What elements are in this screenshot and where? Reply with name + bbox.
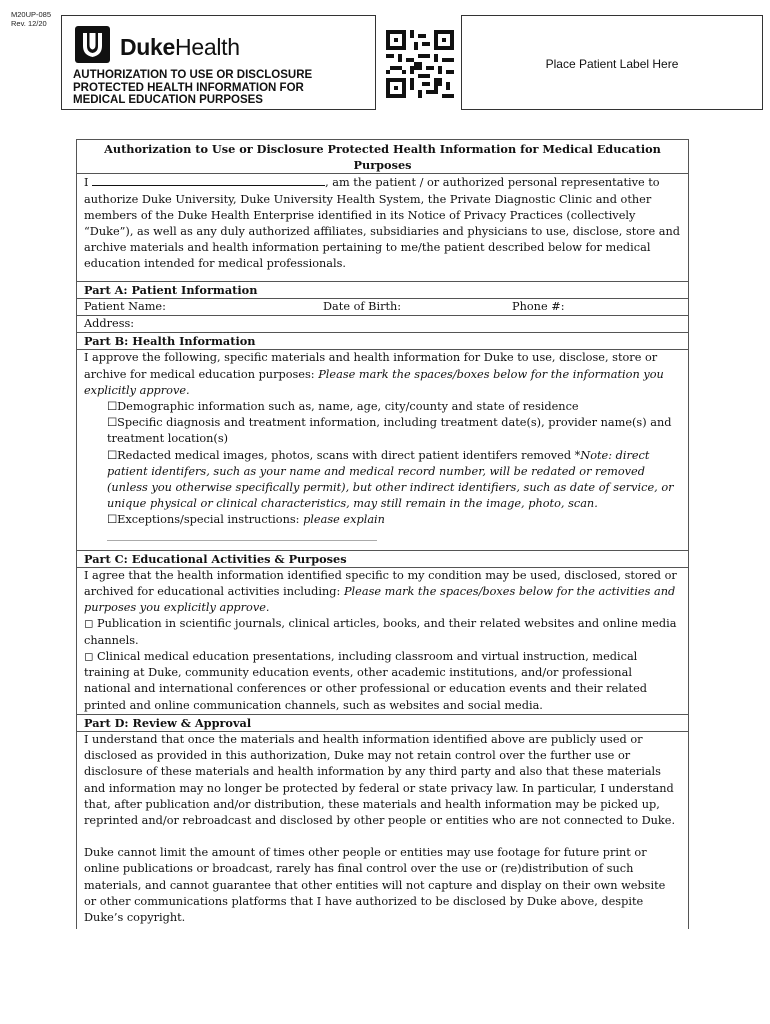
- phone-label[interactable]: Phone #:: [512, 299, 565, 313]
- intro-section: [77, 174, 688, 281]
- document-title-line: MEDICAL EDUCATION PURPOSES: [73, 94, 263, 106]
- name-blank-field[interactable]: [92, 174, 325, 186]
- images-checkbox[interactable]: [84, 448, 681, 513]
- part-d-paragraph: I understand that once the materials and health information identified above are publicly used or disclosed as provided in this authorization, Duke may not retain control over the further use or disclosure of these materials and health information by any third party and also that these materials and information may no longer be protected by federal or state privacy law. In particular, I understand that, after publication and/or distribution, these materials and health information may be picked up, reprinted and/or rebroadcast and disclosed by other people or entities who are not connected to Duke.: [84, 732, 676, 827]
- patient-label-area: [461, 15, 763, 110]
- publication-checkbox[interactable]: ◻ Publication in scientific journals, clinical articles, books, and their related websites and online media channels.: [84, 617, 677, 647]
- part-c-lead-text: I agree that the health information identified specific to my condition may be used, disclosed, stored or archived for educational activities including:: [84, 568, 677, 599]
- paragraph-spacer: [84, 829, 681, 845]
- images-option-text: ☐Redacted medical images, photos, scans with direct patient identifers removed: [107, 448, 572, 462]
- demographic-checkbox[interactable]: ☐Demographic information such as, name, age, city/county and state of residence: [107, 400, 579, 414]
- form-revision: Rev. 12/20: [11, 19, 47, 28]
- intro-text: , am the patient / or authorized personal representative to authorize Duke University, Duke University Health System, the Private Diagnostic Clinic and other members of the Duke Health Enterprise identified in its Notice of Privacy Practices (collectively “Duke”), as well as any duly authorized affiliates, subsidiaries and physicians to use, disclose, store and archive materials and health information pertaining to me/the patient described below for medical education intended for medical professionals.: [84, 176, 680, 271]
- part-d-section: [77, 732, 688, 926]
- intro-prefix: I: [84, 176, 89, 190]
- part-b-section: [77, 350, 688, 550]
- brand-regular: Health: [175, 34, 240, 60]
- exceptions-blank-line[interactable]: ____________________________________________________________: [107, 530, 377, 541]
- part-c-heading: Part C: Educational Activities & Purposes: [77, 551, 688, 568]
- dob-label[interactable]: Date of Birth:: [323, 299, 402, 313]
- presentations-checkbox[interactable]: ◻ Clinical medical education presentations, including classroom and virtual instruction, medical training at Duke, community education events, other academic institutions, and/or professional national and international conferences or other professional or education events and their related printed and online communication channels, such as websites and social media.: [84, 649, 648, 712]
- part-a-heading: Part A: Patient Information: [77, 282, 688, 299]
- authorization-form: [76, 139, 689, 929]
- part-c-lead-instruction: Please mark the spaces/boxes below for the activities and purposes you explicitly approve.: [84, 585, 676, 615]
- part-b-lead: [84, 350, 681, 399]
- part-c-section: [77, 568, 688, 715]
- patient-name-label[interactable]: Patient Name:: [84, 299, 166, 313]
- duke-health-logo-icon: [75, 26, 110, 63]
- form-code: M20UP-085: [11, 10, 52, 19]
- patient-label-placeholder: Place Patient Label Here: [545, 57, 679, 71]
- form-id: [11, 10, 51, 28]
- part-c-lead: [84, 568, 681, 617]
- document-title: [73, 69, 373, 107]
- part-b-lead-instruction: Please mark the spaces/boxes below for the information you explicitly approve.: [84, 367, 664, 397]
- header-box: [61, 15, 376, 110]
- exceptions-checkbox[interactable]: [84, 512, 681, 528]
- exceptions-label: ☐Exceptions/special instructions:: [107, 513, 300, 527]
- document-title-line: AUTHORIZATION TO USE OR DISCLOSURE: [73, 69, 313, 81]
- part-d-heading: Part D: Review & Approval: [77, 715, 688, 732]
- images-note: *Note: direct patient identifers, such as your name and medical record number, will be redated or removed (unless you otherwise specifically permit), but other indirect identifiers, such as date of service, or unique physical or clinical characteristics, may still remain in the image, photo, scan.: [107, 448, 674, 511]
- part-b-heading: Part B: Health Information: [77, 333, 688, 350]
- address-label[interactable]: Address:: [84, 317, 135, 331]
- brand-name: [120, 34, 240, 61]
- form-title: Authorization to Use or Disclosure Protected Health Information for Medical Education Purposes: [77, 140, 688, 174]
- brand-bold: Duke: [120, 34, 176, 60]
- patient-info-row: [77, 299, 688, 316]
- diagnosis-checkbox[interactable]: ☐Specific diagnosis and treatment information, including treatment date(s), provider name(s) and treatment location(s): [107, 416, 672, 446]
- document-title-line: PROTECTED HEALTH INFORMATION FOR: [73, 81, 304, 94]
- exceptions-instruction: please explain: [303, 513, 385, 527]
- part-d-paragraph: Duke cannot limit the amount of times other people or entities may use footage for future print or online publications or broadcast, rarely has final control over the use or (re)distribution of such materials, and cannot guarantee that other entities will not capture and display on their own website or other communications platforms that I have authorized to be disclosed by Duke above, despite Duke’s copyright.: [84, 846, 666, 924]
- address-row: [77, 316, 688, 333]
- qr-code-icon: [386, 29, 454, 99]
- part-b-lead-text: I approve the following, specific materials and health information for Duke to use, disclose, store or archive for medical education purposes:: [84, 351, 658, 381]
